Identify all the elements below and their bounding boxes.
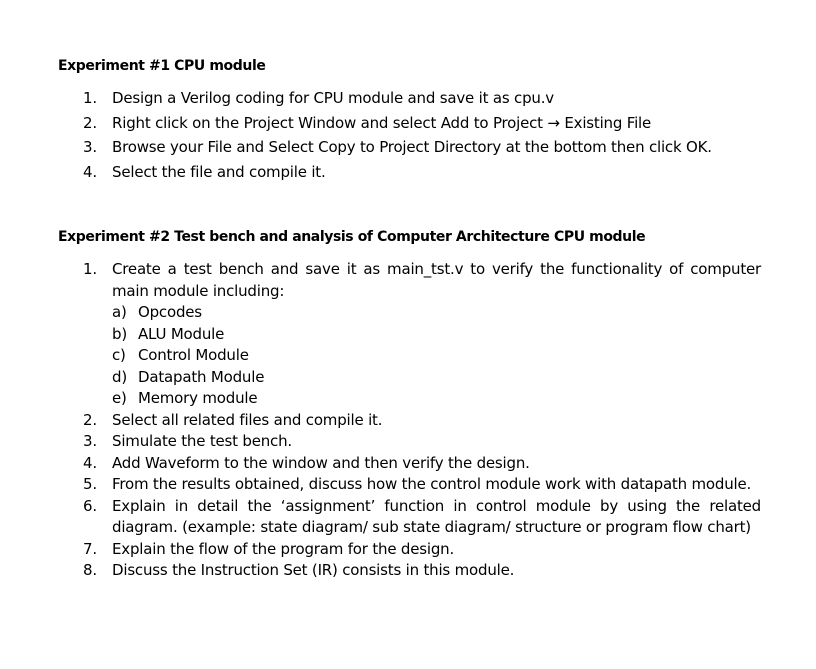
module-sublist xyxy=(112,302,761,410)
step-text: From the results obtained, discuss how the control module work with datapath module. xyxy=(112,475,752,493)
step-number: 6. xyxy=(83,496,97,515)
sub-list-item xyxy=(112,367,761,389)
step-number: 3. xyxy=(83,432,97,450)
step-text: Explain the flow of the program for the design. xyxy=(112,539,455,558)
step-text: Create a test bench and save it as main_tst.v to verify the functionality of computer main module including: xyxy=(112,260,761,300)
sub-step-letter: e) xyxy=(112,389,127,407)
list-item xyxy=(83,259,761,410)
step-number: 4. xyxy=(83,453,97,472)
sub-step-text: Opcodes xyxy=(138,303,202,321)
step-number: 5. xyxy=(83,475,97,493)
experiment-2-steps xyxy=(83,259,761,582)
step-number: 1. xyxy=(83,89,97,107)
step-text: Select the file and compile it. xyxy=(112,162,326,181)
sub-step-letter: b) xyxy=(112,324,127,343)
list-item xyxy=(83,111,761,136)
sub-step-letter: c) xyxy=(112,346,126,364)
list-item xyxy=(83,410,761,432)
list-item xyxy=(83,496,761,539)
sub-list-item xyxy=(112,302,761,324)
sub-step-letter: a) xyxy=(112,303,127,321)
list-item xyxy=(83,431,761,453)
list-item xyxy=(83,560,761,582)
step-text: Select all related files and compile it. xyxy=(112,410,383,429)
step-number: 8. xyxy=(83,561,97,579)
step-number: 1. xyxy=(83,260,97,278)
list-item xyxy=(83,160,761,185)
sub-step-text: ALU Module xyxy=(138,324,225,343)
step-number: 2. xyxy=(83,410,97,429)
step-text: Design a Verilog coding for CPU module and save it as cpu.v xyxy=(112,89,554,107)
step-text: Simulate the test bench. xyxy=(112,432,292,450)
list-item xyxy=(83,135,761,160)
list-item xyxy=(83,474,761,496)
step-text: Add Waveform to the window and then verify the design. xyxy=(112,453,530,472)
sub-step-text: Datapath Module xyxy=(138,367,265,386)
step-text: Explain in detail the ‘assignment’ function in control module by using the related diagram. (example: state diagram/ sub state diagram/ structure or program flow chart) xyxy=(112,496,761,536)
experiment-2-heading: Experiment #2 Test bench and analysis of Computer Architecture CPU module xyxy=(58,229,646,245)
step-text: Right click on the Project Window and select Add to Project → Existing File xyxy=(112,113,652,132)
list-item xyxy=(83,539,761,561)
sub-list-item xyxy=(112,345,761,367)
step-number: 3. xyxy=(83,138,97,156)
sub-step-letter: d) xyxy=(112,367,127,386)
step-text: Browse your File and Select Copy to Project Directory at the bottom then click OK. xyxy=(112,138,712,156)
step-text: Discuss the Instruction Set (IR) consists in this module. xyxy=(112,561,515,579)
step-number: 4. xyxy=(83,162,97,181)
list-item xyxy=(83,453,761,475)
sub-list-item xyxy=(112,388,761,410)
sub-step-text: Control Module xyxy=(138,346,249,364)
step-body xyxy=(112,259,761,410)
sub-list-item xyxy=(112,324,761,346)
sub-step-text: Memory module xyxy=(138,389,258,407)
experiment-1-steps xyxy=(83,86,761,184)
experiment-1-heading: Experiment #1 CPU module xyxy=(58,58,266,74)
step-number: 7. xyxy=(83,539,97,558)
list-item xyxy=(83,86,761,111)
step-number: 2. xyxy=(83,113,97,132)
